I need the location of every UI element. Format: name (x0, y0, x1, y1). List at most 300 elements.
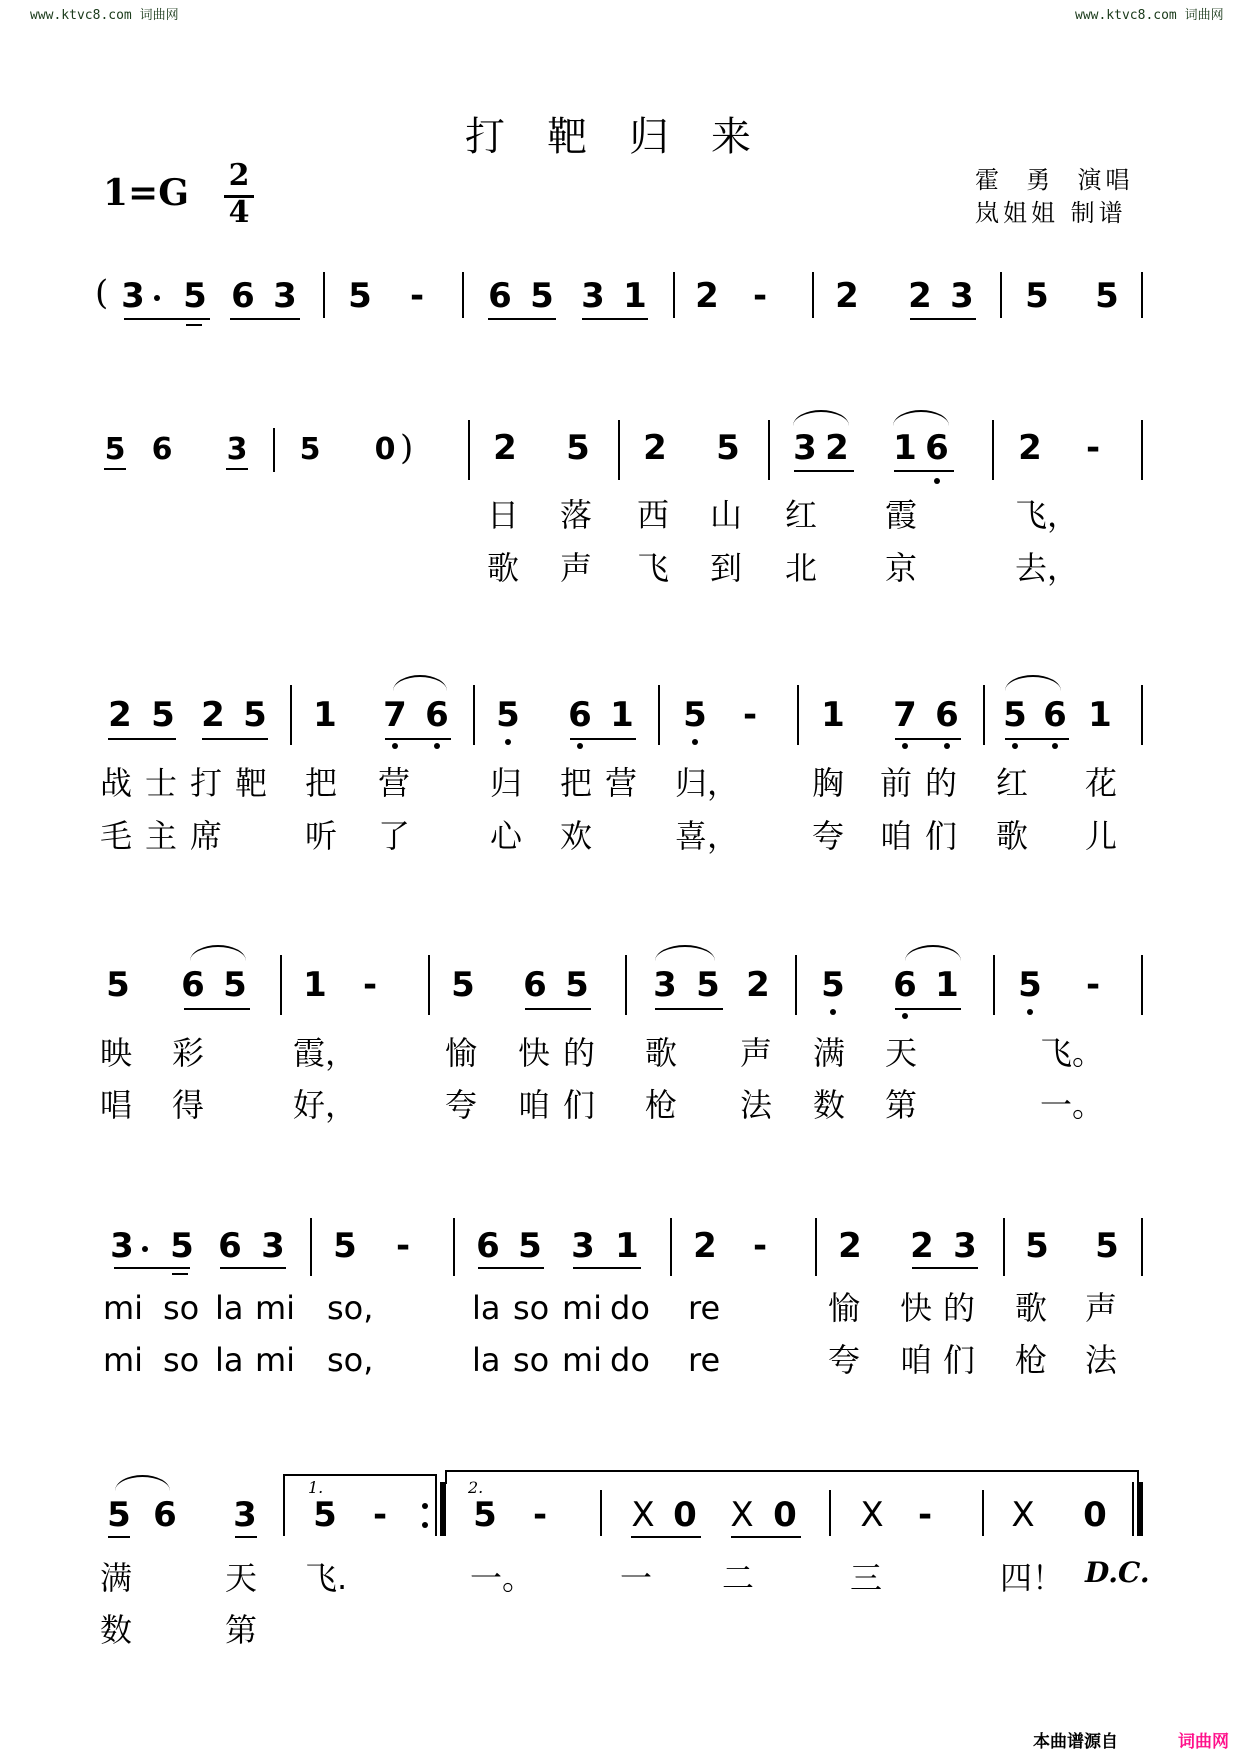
repeat-dot (422, 1522, 428, 1528)
barline (618, 420, 620, 480)
note: 5 (566, 428, 590, 468)
note: 3 (581, 276, 605, 316)
barline (670, 1218, 672, 1276)
rest: 0 (773, 1495, 797, 1535)
barline (468, 420, 470, 480)
lyric: la (472, 1289, 501, 1327)
note: 5 (493, 697, 523, 733)
barline (273, 428, 275, 472)
note: 2 (908, 276, 932, 316)
underline (108, 1536, 130, 1538)
low-octave-dot (1052, 743, 1058, 749)
lyric: 三 (850, 1559, 883, 1597)
rest: 0 (673, 1495, 697, 1535)
barline (290, 685, 292, 745)
lyric: do (610, 1289, 650, 1327)
lyric: 听 (305, 817, 338, 855)
note: 6 (922, 430, 952, 466)
lyric: 飞 (637, 549, 670, 587)
note: 5 (1025, 276, 1049, 316)
lyric: 霞， (293, 1034, 358, 1072)
lyric: 法 (1085, 1341, 1118, 1379)
note: 6 (523, 965, 547, 1005)
barline (658, 685, 660, 745)
lyric: 快 (518, 1034, 551, 1072)
barline (323, 272, 325, 318)
barline (1141, 420, 1143, 480)
barline (1003, 1218, 1005, 1276)
lyric: 花 (1085, 764, 1118, 802)
note: 5 (518, 1226, 542, 1266)
lyric: 声 (740, 1034, 773, 1072)
note: 1 (821, 695, 845, 735)
lyric: 枪 (645, 1086, 678, 1124)
lyric: 到 (710, 549, 743, 587)
lyric: 的 (943, 1289, 976, 1327)
singer-credit: 霍 勇 演唱 (975, 166, 1134, 194)
underline (226, 468, 248, 470)
note: 2 (643, 428, 667, 468)
lyric: re (688, 1289, 721, 1327)
slur (655, 945, 715, 961)
lyric: la (215, 1289, 244, 1327)
lyric: 营 (378, 764, 411, 802)
barline (310, 1218, 312, 1276)
note: 5 (1095, 1226, 1119, 1266)
lyric: 声 (560, 549, 593, 587)
barline (768, 420, 770, 480)
second-ending-bracket (445, 1470, 1139, 1484)
lyric: 们 (563, 1086, 596, 1124)
slur (793, 410, 849, 426)
note: 6 (565, 697, 595, 733)
slur (905, 945, 961, 961)
watermark-right: www.ktvc8.com 词曲网 (1075, 8, 1224, 23)
note: 5 (348, 276, 372, 316)
underline (894, 470, 954, 472)
lyric: 彩 (172, 1034, 205, 1072)
barline (473, 685, 475, 745)
lyric: 夸 (828, 1341, 861, 1379)
lyric: 西 (637, 496, 670, 534)
note: 2 (838, 1226, 862, 1266)
note: 5 (1025, 1226, 1049, 1266)
note: 5 (313, 1495, 337, 1535)
lyric: 红 (785, 496, 818, 534)
first-ending-number: 1. (308, 1478, 324, 1497)
lyric: 声 (1085, 1289, 1118, 1327)
barline (992, 420, 994, 480)
lyric: 营 (605, 764, 638, 802)
note: 2 (1018, 428, 1042, 468)
note: 3 (793, 428, 817, 468)
note: 5 (530, 276, 554, 316)
footer-source-label: 本曲谱源自 (1033, 1732, 1118, 1752)
note: 2 (746, 965, 770, 1005)
lyric: 得 (172, 1086, 205, 1124)
note: 2 (108, 695, 132, 735)
low-octave-dot (692, 739, 698, 745)
note: 2 (695, 276, 719, 316)
dash: - (362, 965, 378, 1005)
lyric: 二 (722, 1559, 755, 1597)
note: 5 (299, 432, 321, 467)
lyric: 愉 (445, 1034, 478, 1072)
note: 7 (890, 697, 920, 733)
slur (115, 1475, 170, 1491)
barline (797, 685, 799, 745)
note: 2 (693, 1226, 717, 1266)
underline (184, 1008, 250, 1010)
lyric: 儿 (1085, 817, 1118, 855)
note: 6 (153, 1495, 177, 1535)
barline (1141, 955, 1143, 1015)
lyric: 士 (145, 764, 178, 802)
dash: - (395, 1226, 411, 1266)
underline (108, 738, 176, 740)
slur (893, 410, 949, 426)
lyric: 前 (880, 764, 913, 802)
first-ending-bracket (283, 1474, 437, 1536)
lyric: 的 (925, 764, 958, 802)
lyric: 满 (813, 1034, 846, 1072)
low-octave-dot (577, 743, 583, 749)
note: 5 (696, 965, 720, 1005)
note: 3 (121, 276, 145, 316)
barline (453, 1218, 455, 1276)
note: 5 (243, 695, 267, 735)
underline (202, 738, 268, 740)
lyric: 们 (943, 1341, 976, 1379)
dash: - (752, 276, 768, 316)
lyric: 的 (563, 1034, 596, 1072)
lyric: 快 (900, 1289, 933, 1327)
percussion-note: X (860, 1495, 884, 1535)
note: 6 (932, 697, 962, 733)
lyric: 一。 (470, 1559, 535, 1597)
underline (731, 1536, 801, 1538)
lyric: mi (562, 1341, 603, 1379)
lyric: 靶 (235, 764, 268, 802)
low-octave-dot (830, 1009, 836, 1015)
lyric: 飞， (1015, 496, 1080, 534)
note: 1 (615, 1226, 639, 1266)
underline (104, 468, 126, 470)
barline (795, 955, 797, 1015)
barline (993, 955, 995, 1015)
dash: - (917, 1495, 933, 1535)
note: 3 (233, 1495, 257, 1535)
page-title: 打靶归来 (465, 114, 793, 160)
underline (912, 1267, 978, 1269)
barline (983, 685, 985, 745)
rest: 0 (1083, 1495, 1107, 1535)
da-capo-marking: D.C. (1085, 1556, 1150, 1589)
lyric: so (513, 1341, 550, 1379)
dash: - (532, 1495, 548, 1535)
underline (478, 1267, 544, 1269)
low-octave-dot (934, 478, 940, 484)
note: 6 (231, 276, 255, 316)
note: 1 (303, 965, 327, 1005)
augmentation-dot (142, 1246, 148, 1252)
lyric: 心 (490, 817, 523, 855)
lyric: 战 (100, 764, 133, 802)
underline (186, 324, 202, 326)
lyric: 第 (225, 1611, 258, 1649)
lyric: 山 (710, 496, 743, 534)
note: 5 (1000, 697, 1030, 733)
note: 5 (1015, 967, 1045, 1003)
barline (815, 1218, 817, 1276)
lyric: 咱 (518, 1086, 551, 1124)
note: 6 (422, 697, 452, 733)
lyric: 枪 (1015, 1341, 1048, 1379)
lyric: 归， (675, 764, 740, 802)
second-ending-number: 2. (468, 1478, 484, 1497)
note: 3 (950, 276, 974, 316)
barline (625, 955, 627, 1015)
footer-site-link[interactable]: 词曲网 (1178, 1732, 1229, 1752)
dash: - (372, 1495, 388, 1535)
lyric: 席 (190, 817, 223, 855)
note: 3 (653, 965, 677, 1005)
slur (190, 945, 246, 961)
lyric: 北 (785, 549, 818, 587)
note: 3 (110, 1226, 134, 1266)
lyric: 归 (490, 764, 523, 802)
lyric: 数 (100, 1611, 133, 1649)
lyric: 主 (145, 817, 178, 855)
barline (1141, 685, 1143, 745)
note: 6 (476, 1226, 500, 1266)
note: 5 (107, 1495, 131, 1535)
barline (673, 272, 675, 318)
underline (1005, 738, 1069, 740)
barline (1000, 272, 1002, 318)
lyric: 京 (885, 549, 918, 587)
repeat-barline (440, 1482, 446, 1536)
underline (570, 738, 636, 740)
lyric: 夸 (812, 817, 845, 855)
lyric: 一。 (1040, 1086, 1105, 1124)
note: 2 (825, 428, 849, 468)
augmentation-dot (154, 295, 160, 301)
lyric: 数 (813, 1086, 846, 1124)
underline (385, 738, 451, 740)
lyric: 天 (885, 1034, 918, 1072)
note: 6 (488, 276, 512, 316)
barline (1141, 1218, 1143, 1276)
lyric: 天 (225, 1559, 258, 1597)
lyric: 日 (487, 496, 520, 534)
underline (172, 1273, 188, 1275)
arranger-credit: 岚姐姐 制谱 (975, 199, 1127, 227)
low-octave-dot (902, 743, 908, 749)
underline (794, 470, 854, 472)
note: 3 (261, 1226, 285, 1266)
lyric: 歌 (996, 817, 1029, 855)
lyric: mi (562, 1289, 603, 1327)
note: 5 (170, 1226, 194, 1266)
note: 2 (910, 1226, 934, 1266)
barline (982, 1490, 984, 1536)
lyric: mi (255, 1289, 296, 1327)
lyric: 咱 (880, 817, 913, 855)
note: 5 (223, 965, 247, 1005)
low-octave-dot (434, 743, 440, 749)
barline (600, 1490, 602, 1536)
note: 5 (333, 1226, 357, 1266)
note: 6 (218, 1226, 242, 1266)
slur (1005, 675, 1061, 691)
note: 5 (716, 428, 740, 468)
barline (428, 955, 430, 1015)
low-octave-dot (944, 743, 950, 749)
lyric: 喜， (675, 817, 740, 855)
lyric: so (513, 1289, 550, 1327)
lyric: 歌 (1015, 1289, 1048, 1327)
lyric: 第 (885, 1086, 918, 1124)
lyric: so (163, 1289, 200, 1327)
close-paren: ) (400, 428, 414, 468)
note: 6 (890, 967, 920, 1003)
key-signature: 1=G (103, 172, 189, 214)
note: 5 (106, 965, 130, 1005)
note: 3 (953, 1226, 977, 1266)
lyric: 法 (740, 1086, 773, 1124)
underline (582, 318, 648, 320)
percussion-note: X (631, 1495, 655, 1535)
note: 1 (893, 428, 917, 468)
note: 5 (151, 695, 175, 735)
lyric: mi (103, 1341, 144, 1379)
note: 6 (181, 965, 205, 1005)
lyric: so, (327, 1341, 374, 1379)
barline (829, 1490, 831, 1536)
lyric: 唱 (100, 1086, 133, 1124)
lyric: 夸 (445, 1086, 478, 1124)
dash: - (1085, 428, 1101, 468)
barline (1132, 1482, 1134, 1536)
lyric: so, (327, 1289, 374, 1327)
underline (220, 1267, 286, 1269)
low-octave-dot (1027, 1009, 1033, 1015)
underline (124, 318, 210, 320)
percussion-note: X (1011, 1495, 1035, 1535)
note: 5 (680, 697, 710, 733)
barline (280, 955, 282, 1015)
lyric: so (163, 1341, 200, 1379)
slur (393, 675, 447, 691)
open-paren: ( (95, 273, 109, 313)
lyric: mi (103, 1289, 144, 1327)
watermark-left: www.ktvc8.com 词曲网 (30, 8, 179, 23)
note: 1 (935, 965, 959, 1005)
note: 2 (493, 428, 517, 468)
underline (655, 1008, 723, 1010)
low-octave-dot (392, 743, 398, 749)
lyric: 把 (305, 764, 338, 802)
lyric: 好， (293, 1086, 358, 1124)
lyric: 去， (1015, 549, 1080, 587)
low-octave-dot (505, 739, 511, 745)
lyric: 歌 (645, 1034, 678, 1072)
underline (895, 738, 961, 740)
underline (910, 318, 976, 320)
note: 2 (835, 276, 859, 316)
dash: - (752, 1226, 768, 1266)
dash: - (1085, 965, 1101, 1005)
note: 5 (473, 1495, 497, 1535)
note: 3 (273, 276, 297, 316)
lyric: 毛 (100, 817, 133, 855)
note: 2 (201, 695, 225, 735)
note: 3 (226, 432, 248, 467)
time-sig-top: 2 (228, 158, 250, 193)
lyric: 飞。 (1040, 1034, 1105, 1072)
lyric: 胸 (812, 764, 845, 802)
lyric: re (688, 1341, 721, 1379)
note: 5 (565, 965, 589, 1005)
note: 6 (151, 432, 173, 467)
low-octave-dot (902, 1013, 908, 1019)
lyric: 红 (996, 764, 1029, 802)
note: 5 (818, 967, 848, 1003)
note: 1 (313, 695, 337, 735)
underline (235, 1536, 257, 1538)
lyric: 飞. (305, 1559, 348, 1597)
lyric: la (215, 1341, 244, 1379)
dash: - (742, 695, 758, 735)
underline (488, 318, 556, 320)
lyric: 落 (560, 496, 593, 534)
note: 1 (610, 695, 634, 735)
lyric: 歌 (487, 549, 520, 587)
barline (1141, 272, 1143, 318)
note: 5 (104, 432, 126, 467)
lyric: do (610, 1341, 650, 1379)
note: 7 (380, 697, 410, 733)
time-sig-bottom: 4 (228, 195, 250, 230)
underline (114, 1267, 190, 1269)
note: 5 (451, 965, 475, 1005)
underline (631, 1536, 701, 1538)
barline (462, 272, 464, 318)
rest: 0 (374, 432, 396, 467)
lyric: 一 (620, 1559, 653, 1597)
lyric: mi (255, 1341, 296, 1379)
lyric: 了 (378, 817, 411, 855)
lyric: 映 (100, 1034, 133, 1072)
underline (230, 318, 300, 320)
final-barline (1137, 1482, 1143, 1536)
lyric: 咱 (900, 1341, 933, 1379)
underline (895, 1008, 961, 1010)
dash: - (409, 276, 425, 316)
note: 5 (1095, 276, 1119, 316)
underline (573, 1267, 641, 1269)
repeat-dot (422, 1503, 428, 1509)
barline (812, 272, 814, 318)
low-octave-dot (1012, 743, 1018, 749)
lyric: 满 (100, 1559, 133, 1597)
lyric: 们 (925, 817, 958, 855)
note: 5 (183, 276, 207, 316)
note: 1 (623, 276, 647, 316)
lyric: la (472, 1341, 501, 1379)
underline (525, 1008, 591, 1010)
